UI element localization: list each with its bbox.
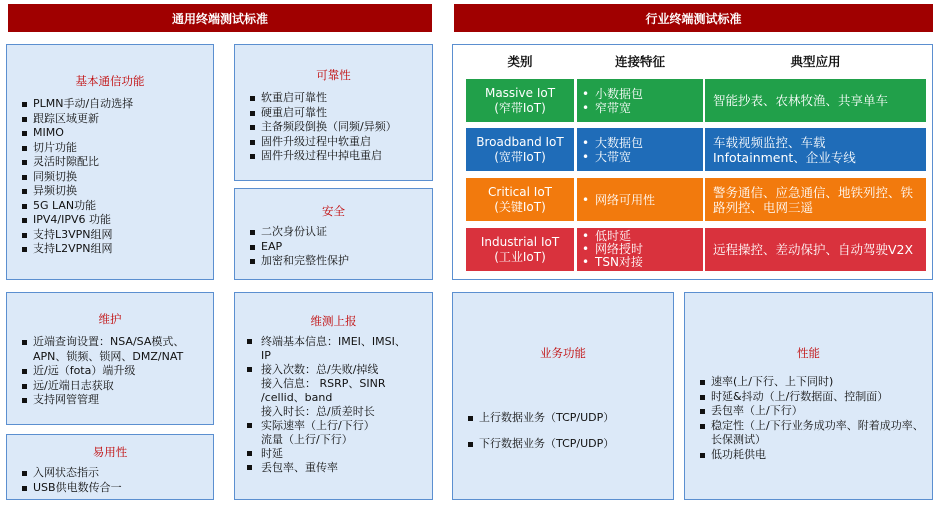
list-item: 硬重启可靠性 [261, 106, 432, 121]
reporting-box [234, 292, 433, 500]
list-item: 切片功能 [33, 141, 213, 156]
category-name: Broadband IoT [476, 134, 564, 149]
reporting-line-text: 接入信息： RSRP、SINR [261, 377, 386, 390]
application-text: 车载视频监控、车载Infotainment、企业专线 [713, 134, 856, 165]
row-industrial-features [577, 228, 703, 271]
reliability-list [247, 91, 432, 164]
basic-comm-list [19, 97, 213, 257]
row-industrial-category [466, 228, 574, 271]
list-item: 低功耗供电 [711, 448, 924, 463]
list-item: IPV4/IPV6 功能 [33, 213, 213, 228]
header-general-standards [8, 4, 432, 32]
reporting-line [235, 335, 432, 349]
category-sub: (窄带IoT) [494, 100, 546, 115]
list-item: 时延&抖动（上/行数据面、控制面） [711, 390, 924, 405]
maintenance-box [6, 292, 214, 425]
security-title: 安全 [322, 204, 345, 218]
reporting-line-text: 流量（上行/下行） [261, 433, 353, 446]
reporting-line-text: /cellid、band [261, 391, 333, 404]
list-item: 软重启可靠性 [261, 91, 432, 106]
reporting-line-text: 终端基本信息：IMEI、IMSI、 [261, 335, 406, 348]
reporting-line [235, 419, 432, 433]
performance-title: 性能 [797, 346, 820, 360]
reporting-line [235, 447, 432, 461]
security-box [234, 188, 433, 280]
category-sub: (关键IoT) [494, 199, 546, 214]
list-item: 固件升级过程中掉电重启 [261, 149, 432, 164]
row-broadband-features [577, 128, 703, 171]
list-item: 主备频段倒换（同频/异频） [261, 120, 432, 135]
row-massive-application [705, 79, 926, 122]
row-critical-application [705, 178, 926, 221]
feature-item: • TSN对接 [595, 256, 643, 269]
header-general-label: 通用终端测试标准 [171, 11, 268, 26]
list-item: 加密和完整性保护 [261, 254, 432, 269]
feature-item: • 低时延 [595, 230, 643, 243]
list-item: 入网状态指示 [33, 466, 213, 481]
list-item: 丢包率（上/下行） [711, 404, 924, 419]
list-item: 固件升级过程中软重启 [261, 135, 432, 150]
reporting-line [235, 433, 432, 447]
feature-item: • 网络可用性 [595, 193, 655, 207]
reporting-line [235, 363, 432, 377]
performance-list [697, 375, 924, 462]
row-massive-features [577, 79, 703, 122]
list-item: MIMO [33, 126, 213, 141]
list-item: 速率(上/下行、上下同时) [711, 375, 924, 390]
reporting-line [235, 461, 432, 475]
maintenance-list [19, 335, 213, 408]
category-name: Critical IoT [488, 184, 552, 199]
reporting-lines [235, 335, 432, 475]
reporting-line-text: 接入时长：总/质差时长 [261, 405, 375, 418]
reporting-line-text: 实际速率（上行/下行） [261, 419, 375, 432]
category-sub: (工业IoT) [494, 249, 546, 264]
list-item: 稳定性（上/下行业务成功率、附着成功率、长保测试） [711, 418, 924, 446]
list-item: PLMN手动/自动选择 [33, 97, 213, 112]
header-industry-label: 行业终端测试标准 [645, 11, 742, 26]
basic-comm-box [6, 44, 214, 280]
table-header-application: 典型应用 [790, 54, 841, 69]
maintenance-title: 维护 [98, 312, 122, 326]
list-item: 二次身份认证 [261, 225, 432, 240]
category-sub: (宽带IoT) [494, 149, 546, 164]
list-item: 支持L2VPN组网 [33, 242, 213, 257]
reporting-line [235, 405, 432, 419]
feature-item: • 小数据包 [595, 87, 643, 101]
table-header-category: 类别 [507, 54, 533, 69]
list-item: 支持网管管理 [33, 393, 213, 408]
business-title: 业务功能 [540, 346, 586, 360]
reporting-line [235, 377, 432, 391]
reporting-line [235, 349, 432, 363]
application-text: 警务通信、应急通信、地铁列控、铁路列控、电网三遥 [713, 184, 914, 215]
list-item: EAP [261, 240, 432, 255]
reliability-title: 可靠性 [316, 68, 351, 82]
reliability-box [234, 44, 433, 181]
category-name: Massive IoT [484, 85, 556, 100]
reporting-line-text: 时延 [261, 447, 283, 460]
reporting-line [235, 391, 432, 405]
row-industrial-application [705, 228, 926, 271]
list-item: 跟踪区域更新 [33, 112, 213, 127]
security-list [247, 225, 432, 269]
reporting-line-text: 丢包率、重传率 [261, 461, 338, 474]
list-item: USB供电数传合一 [33, 481, 213, 496]
list-item: 支持L3VPN组网 [33, 228, 213, 243]
feature-item: • 窄带宽 [595, 101, 643, 115]
business-box [452, 292, 674, 500]
reporting-line-text: 接入次数：总/失败/掉线 [261, 363, 379, 376]
list-item: 灵活时隙配比 [33, 155, 213, 170]
business-list [465, 411, 673, 451]
row-critical-category [466, 178, 574, 221]
category-name: Industrial IoT [480, 234, 560, 249]
list-item: 下行数据业务（TCP/UDP） [479, 437, 673, 451]
usability-list [19, 466, 213, 495]
list-item: 同频切换 [33, 170, 213, 185]
list-item: 上行数据业务（TCP/UDP） [479, 411, 673, 425]
row-massive-category [466, 79, 574, 122]
row-broadband-application [705, 128, 926, 171]
basic-comm-title: 基本通信功能 [75, 74, 145, 88]
application-text: 远程操控、差动保护、自动驾驶V2X [713, 242, 914, 257]
reporting-line-text: IP [261, 349, 271, 362]
table-header-connection: 连接特征 [614, 54, 665, 69]
performance-box [684, 292, 933, 500]
usability-box [6, 434, 214, 500]
row-critical-features [577, 178, 703, 221]
row-broadband-category [466, 128, 574, 171]
feature-item: • 大带宽 [595, 150, 643, 164]
list-item: 近端查询设置：NSA/SA模式、APN、锁频、锁网、DMZ/NAT [33, 335, 213, 364]
reporting-title: 维测上报 [310, 314, 357, 328]
list-item: 5G LAN功能 [33, 199, 213, 214]
header-industry-standards [454, 4, 933, 32]
list-item: 近/远（fota）端升级 [33, 364, 213, 379]
usability-title: 易用性 [92, 445, 128, 459]
list-item: 异频切换 [33, 184, 213, 199]
list-item: 远/近端日志获取 [33, 379, 213, 394]
application-text: 智能抄表、农林牧渔、共享单车 [713, 93, 889, 108]
feature-item: • 网络授时 [595, 243, 643, 256]
feature-item: • 大数据包 [595, 136, 643, 150]
